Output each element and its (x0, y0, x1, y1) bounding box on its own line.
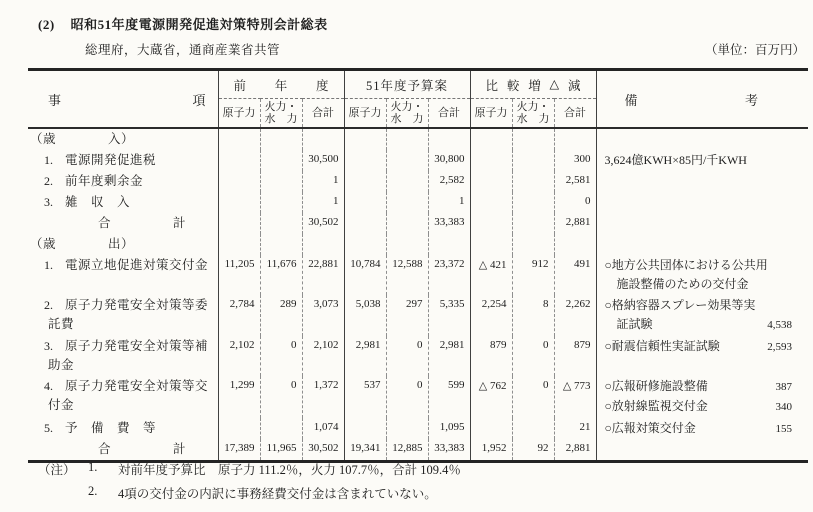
remarks-cell (596, 439, 808, 461)
item-number: 5. (44, 420, 53, 435)
amount-cell: 879 (470, 336, 512, 376)
table-row (28, 255, 808, 295)
item-label: 前年度剰余金 (65, 173, 144, 188)
amount-cell: 21 (554, 418, 596, 440)
amount-cell (302, 234, 344, 255)
amount-cell: 23,372 (428, 255, 470, 295)
subheader-thermal-hydro: 火力・ 水 力 (260, 99, 302, 129)
amount-cell (554, 128, 596, 150)
remark-line (605, 315, 793, 336)
amount-cell (218, 192, 260, 213)
remark-text: ○放射線監視交付金 (604, 399, 708, 413)
amount-cell (386, 128, 428, 150)
amount-cell: 2,881 (554, 439, 596, 461)
remark-line (605, 256, 793, 276)
subheader-total: 合計 (302, 99, 344, 129)
amount-cell: 0 (512, 336, 554, 376)
amount-cell (512, 234, 554, 255)
amount-cell: 0 (260, 376, 302, 418)
item-label: 原子力発電安全対策等補 (65, 338, 209, 353)
amount-cell (218, 128, 260, 150)
amount-cell: 8 (512, 295, 554, 336)
amount-cell: 11,965 (260, 439, 302, 461)
amount-cell: 30,502 (302, 439, 344, 461)
header-group-row (28, 70, 808, 99)
amount-cell (470, 171, 512, 192)
amount-cell: 2,582 (428, 171, 470, 192)
amount-cell: 1,952 (470, 439, 512, 461)
remark-text: 施設整備のための交付金 (604, 277, 749, 291)
amount-cell (512, 213, 554, 234)
remark-text: ○格納容器スプレー効果等実 (604, 297, 756, 312)
table-row (28, 171, 808, 192)
item-header-text: 事 項 (48, 92, 206, 108)
amount-cell: 30,500 (302, 150, 344, 171)
remark-text: 証試験 (604, 317, 653, 331)
amount-cell (386, 150, 428, 171)
remark-value: 387 (775, 380, 793, 393)
amount-cell (344, 150, 386, 171)
amount-cell: 537 (344, 376, 386, 418)
table-header (28, 70, 808, 129)
amount-cell (218, 234, 260, 255)
remark-line (605, 377, 793, 398)
amount-cell (344, 128, 386, 150)
amount-cell (344, 418, 386, 440)
amount-cell: 92 (512, 439, 554, 461)
table-row (28, 192, 808, 213)
amount-cell: 0 (386, 376, 428, 418)
amount-cell (512, 171, 554, 192)
remark-value: 2,593 (767, 340, 793, 353)
amount-cell (218, 418, 260, 440)
amount-cell (218, 213, 260, 234)
amount-cell (512, 150, 554, 171)
page-title-text: 昭和51年度電源開発促進対策特別会計総表 (70, 17, 328, 32)
section-heading: （歳 出） (30, 236, 135, 251)
amount-cell: 0 (386, 336, 428, 376)
amount-cell (386, 418, 428, 440)
remarks-cell (596, 128, 808, 150)
amount-cell: 12,588 (386, 255, 428, 295)
remark-text: ○広報対策交付金 (604, 420, 696, 435)
amount-cell: 0 (260, 336, 302, 376)
item-label: 予 備 費 等 (65, 420, 157, 435)
amount-cell: 2,102 (302, 336, 344, 376)
item-label: 電源開発促進税 (65, 152, 157, 167)
subheader-thermal-hydro: 火力・ 水 力 (512, 99, 554, 129)
item-column-header (28, 70, 218, 129)
amount-cell (302, 128, 344, 150)
amount-cell: 5,335 (428, 295, 470, 336)
amount-cell (470, 418, 512, 440)
amount-cell (512, 192, 554, 213)
subheader-total: 合計 (554, 99, 596, 129)
amount-cell (344, 192, 386, 213)
footnote-text: 4項の交付金の内訳に事務経費交付金は含まれていない。 (118, 487, 437, 501)
amount-cell: 11,205 (218, 255, 260, 295)
amount-cell: 491 (554, 255, 596, 295)
amount-cell: 599 (428, 376, 470, 418)
item-cell (28, 255, 218, 295)
table-body (28, 128, 808, 461)
amount-cell: 1,095 (428, 418, 470, 440)
amount-cell: 5,038 (344, 295, 386, 336)
page-index-label: (2) (38, 17, 55, 32)
amount-cell (218, 171, 260, 192)
amount-cell (428, 234, 470, 255)
amount-cell: 30,800 (428, 150, 470, 171)
remark-line (605, 275, 793, 295)
amount-cell: 2,262 (554, 295, 596, 336)
amount-cell (344, 171, 386, 192)
remarks-cell (596, 418, 808, 440)
group-header-fy51-budget: 51年度予算案 (344, 70, 470, 99)
amount-cell: 10,784 (344, 255, 386, 295)
amount-cell: 879 (554, 336, 596, 376)
amount-cell: 1 (428, 192, 470, 213)
subheader-total: 合計 (428, 99, 470, 129)
amount-cell (470, 192, 512, 213)
amount-cell: 33,383 (428, 439, 470, 461)
subheader-nuclear: 原子力 (470, 99, 512, 129)
remark-text: ○地方公共団体における公共用 (604, 257, 768, 272)
item-cell (28, 213, 218, 234)
amount-cell (470, 150, 512, 171)
item-number: 2. (44, 297, 53, 312)
table-row (28, 376, 808, 418)
amount-cell (260, 418, 302, 440)
item-number: 4. (44, 378, 53, 393)
amount-cell: 2,102 (218, 336, 260, 376)
item-cell (28, 376, 218, 418)
item-number: 1. (44, 257, 53, 272)
amount-cell (512, 128, 554, 150)
amount-cell: 2,881 (554, 213, 596, 234)
amount-cell (386, 192, 428, 213)
amount-cell (260, 234, 302, 255)
amount-cell: 3,073 (302, 295, 344, 336)
footnotes (38, 460, 461, 508)
amount-cell: 2,784 (218, 295, 260, 336)
item-cell (28, 150, 218, 171)
amount-cell (344, 213, 386, 234)
amount-cell: 1 (302, 171, 344, 192)
footnote-row (38, 460, 461, 478)
remarks-header-text: 備 考 (624, 92, 759, 108)
amount-cell (260, 192, 302, 213)
item-cell (28, 336, 218, 376)
remarks-cell (596, 336, 808, 376)
footnote-number: 1. (88, 460, 98, 474)
item-label: 雑 収 入 (65, 194, 131, 209)
amount-cell: 912 (512, 255, 554, 295)
amount-cell (260, 150, 302, 171)
remark-value: 340 (775, 401, 793, 413)
unit-label: （単位：百万円） (704, 43, 805, 57)
amount-cell: △ 762 (470, 376, 512, 418)
remarks-cell (596, 213, 808, 234)
item-label-continued: 助金 (48, 358, 75, 372)
remark-line (605, 337, 793, 358)
group-header-comparison: 比 較 増 △ 減 (470, 70, 596, 99)
remarks-cell (596, 150, 808, 171)
remarks-cell (596, 192, 808, 213)
remarks-cell (596, 255, 808, 295)
total-label: 合 計 (98, 215, 186, 230)
amount-cell (428, 128, 470, 150)
amount-cell: 0 (512, 376, 554, 418)
amount-cell: △ 421 (470, 255, 512, 295)
section-heading-row (28, 128, 808, 150)
amount-cell (386, 171, 428, 192)
page-title (38, 14, 328, 33)
item-label: 原子力発電安全対策等交 (65, 378, 209, 393)
remarks-cell (596, 376, 808, 418)
amount-cell (344, 234, 386, 255)
amount-cell: 33,383 (428, 213, 470, 234)
amount-cell: 1,372 (302, 376, 344, 418)
table-row (28, 418, 808, 440)
amount-cell (470, 234, 512, 255)
group-header-previous-year: 前 年 度 (218, 70, 344, 99)
section-heading: （歳 入） (30, 132, 135, 146)
remark-text: 3,624億KWH×85円/千KWH (604, 152, 747, 167)
item-cell (28, 418, 218, 440)
remark-text: ○耐震信頼性実証試験 (604, 338, 720, 353)
amount-cell (260, 128, 302, 150)
amount-cell: 2,981 (344, 336, 386, 376)
remark-text: ○広報研修施設整備 (604, 378, 708, 393)
amount-cell: 30,502 (302, 213, 344, 234)
amount-cell: 1,299 (218, 376, 260, 418)
remarks-cell (596, 234, 808, 255)
total-row (28, 439, 808, 461)
footnote-label: （注） (38, 463, 76, 477)
amount-cell: 2,981 (428, 336, 470, 376)
amount-cell (260, 213, 302, 234)
remarks-column-header (596, 70, 808, 129)
table-row (28, 295, 808, 336)
amount-cell (470, 128, 512, 150)
amount-cell: 0 (554, 192, 596, 213)
item-label-continued: 託費 (48, 317, 75, 331)
total-row (28, 213, 808, 234)
footnote-row (38, 484, 461, 502)
remark-value: 155 (775, 422, 793, 435)
amount-cell (218, 150, 260, 171)
amount-cell: 289 (260, 295, 302, 336)
amount-cell (470, 213, 512, 234)
amount-cell: 2,581 (554, 171, 596, 192)
item-cell (28, 192, 218, 213)
amount-cell (386, 234, 428, 255)
subheader-nuclear: 原子力 (218, 99, 260, 129)
amount-cell: 297 (386, 295, 428, 336)
amount-cell: 1 (302, 192, 344, 213)
total-label: 合 計 (98, 442, 186, 456)
budget-table (28, 68, 808, 463)
item-label-continued: 付金 (48, 398, 75, 412)
item-cell (28, 171, 218, 192)
section-heading-row (28, 234, 808, 255)
subheader-thermal-hydro: 火力・ 水 力 (386, 99, 428, 129)
amount-cell: 12,885 (386, 439, 428, 461)
item-number: 1. (44, 152, 53, 167)
footnote-text: 対前年度予算比 原子力 111.2％，火力 107.7％，合計 109.4％ (118, 463, 461, 477)
item-number: 3. (44, 194, 53, 209)
amount-cell: 2,254 (470, 295, 512, 336)
amount-cell: 22,881 (302, 255, 344, 295)
amount-cell (554, 234, 596, 255)
item-cell (28, 439, 218, 461)
remark-line (605, 151, 793, 171)
amount-cell: 19,341 (344, 439, 386, 461)
remark-line (605, 296, 793, 316)
amount-cell: △ 773 (554, 376, 596, 418)
remarks-cell (596, 171, 808, 192)
amount-cell (512, 418, 554, 440)
amount-cell: 17,389 (218, 439, 260, 461)
remarks-cell (596, 295, 808, 336)
footnote-number: 2. (88, 484, 98, 498)
item-label: 電源立地促進対策交付金 (65, 257, 209, 272)
table-row (28, 336, 808, 376)
amount-cell (260, 171, 302, 192)
remark-value: 4,538 (767, 319, 793, 331)
subheader-nuclear: 原子力 (344, 99, 386, 129)
remark-line (605, 397, 793, 418)
table-row (28, 150, 808, 171)
remark-line (605, 419, 793, 440)
amount-cell: 300 (554, 150, 596, 171)
page-subtitle: 総理府，大蔵省，通商産業省共管 (85, 43, 281, 57)
item-label: 原子力発電安全対策等委 (65, 297, 209, 312)
amount-cell: 11,676 (260, 255, 302, 295)
amount-cell: 1,074 (302, 418, 344, 440)
amount-cell (386, 213, 428, 234)
item-number: 3. (44, 338, 53, 353)
item-cell (28, 295, 218, 336)
item-number: 2. (44, 173, 53, 188)
